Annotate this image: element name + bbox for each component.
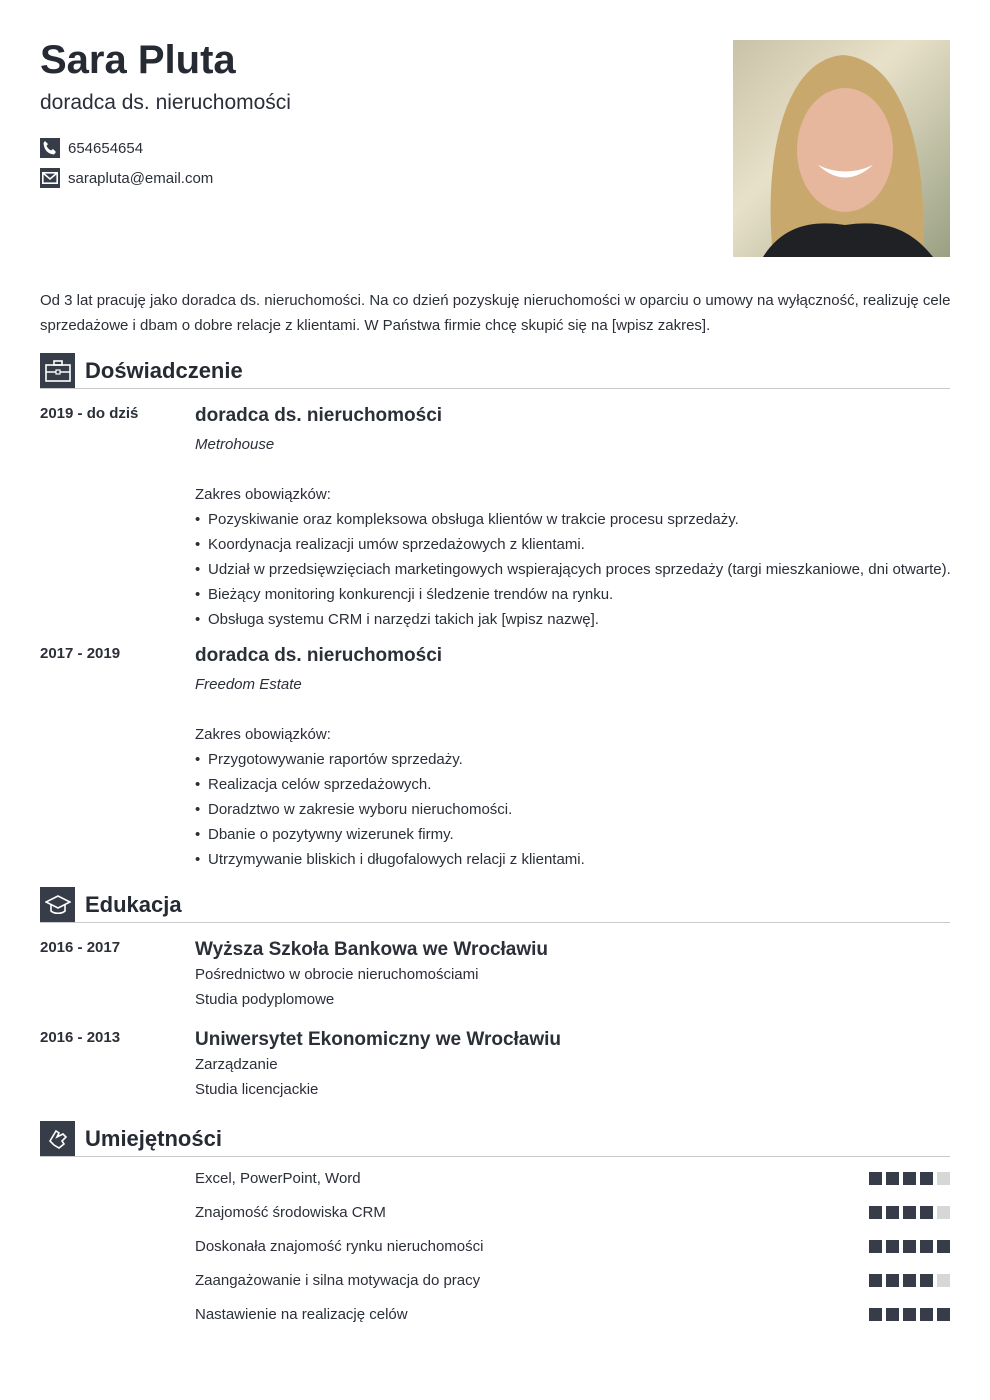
skill-rating	[869, 1172, 950, 1185]
rating-square	[903, 1274, 916, 1287]
rating-square	[886, 1172, 899, 1185]
profile-summary: Od 3 lat pracuję jako doradca ds. nieruchomości. Na co dzień pozyskuję nieruchomości w oparciu o umowy na wyłączność, realizuję cele sprzedażowe i dbam o dobre relacje z klientami. W Państwa firmie chcę skupić się na [wpisz zakres].	[40, 292, 951, 334]
experience-date: 2017 - 2019	[40, 645, 121, 662]
education-body	[195, 937, 960, 1012]
duty-item: • Pozyskiwanie oraz kompleksowa obsługa klientów w trakcie procesu sprzedaży.	[195, 507, 960, 532]
experience-section-header	[40, 353, 950, 389]
experience-heading: Doświadczenie	[85, 358, 243, 383]
skill-name: Znajomość środowiska CRM	[195, 1204, 386, 1221]
education-body	[195, 1027, 960, 1102]
rating-square	[920, 1172, 933, 1185]
skill-row	[195, 1272, 950, 1289]
rating-square	[903, 1308, 916, 1321]
rating-square	[937, 1206, 950, 1219]
duty-item: • Przygotowywanie raportów sprzedaży.	[195, 747, 960, 772]
education-date: 2016 - 2017	[40, 939, 121, 956]
rating-square	[937, 1308, 950, 1321]
rating-square	[869, 1172, 882, 1185]
degree: Studia podyplomowe	[195, 991, 335, 1008]
rating-square	[920, 1274, 933, 1287]
rating-square	[903, 1206, 916, 1219]
rating-square	[937, 1274, 950, 1287]
rating-square	[886, 1308, 899, 1321]
duty-item: • Realizacja celów sprzedażowych.	[195, 772, 960, 797]
job-title: doradca ds. nieruchomości	[195, 645, 443, 666]
duty-item: • Koordynacja realizacji umów sprzedażowych z klientami.	[195, 532, 960, 557]
briefcase-icon	[40, 353, 75, 388]
duties-label: Zakres obowiązków:	[195, 726, 331, 743]
duties-list	[195, 507, 960, 632]
skill-rating	[869, 1274, 950, 1287]
graduation-cap-icon	[40, 887, 75, 922]
rating-square	[869, 1206, 882, 1219]
skill-rating	[869, 1240, 950, 1253]
skill-row	[195, 1306, 950, 1323]
skills-heading: Umiejętności	[85, 1126, 222, 1151]
duty-item: • Udział w przedsięwzięciach marketingowych wspierających proces sprzedaży (targi mieszkaniowe, dni otwarte).	[195, 557, 960, 582]
candidate-name: Sara Pluta	[40, 38, 236, 82]
skill-row	[195, 1238, 950, 1255]
skill-rating	[869, 1206, 950, 1219]
school-name: Uniwersytet Ekonomiczny we Wrocławiu	[195, 1029, 562, 1050]
rating-square	[920, 1308, 933, 1321]
school-name: Wyższa Szkoła Bankowa we Wrocławiu	[195, 939, 549, 960]
rating-square	[937, 1240, 950, 1253]
duty-item: • Utrzymywanie bliskich i długofalowych relacji z klientami.	[195, 847, 960, 872]
rating-square	[886, 1240, 899, 1253]
skill-name: Excel, PowerPoint, Word	[195, 1170, 361, 1187]
skill-rating	[869, 1308, 950, 1321]
education-section-header	[40, 887, 950, 923]
duty-item: • Obsługa systemu CRM i narzędzi takich jak [wpisz nazwę].	[195, 607, 960, 632]
rating-square	[869, 1308, 882, 1321]
profile-photo	[733, 40, 950, 257]
education-heading: Edukacja	[85, 892, 182, 917]
rating-square	[920, 1240, 933, 1253]
rating-square	[886, 1274, 899, 1287]
experience-body	[195, 643, 960, 872]
job-title: doradca ds. nieruchomości	[195, 405, 443, 426]
phone-icon	[40, 138, 60, 158]
field-of-study: Zarządzanie	[195, 1056, 278, 1073]
rating-square	[903, 1240, 916, 1253]
duties-list	[195, 747, 960, 872]
skill-name: Nastawienie na realizację celów	[195, 1306, 408, 1323]
puzzle-hand-icon	[40, 1121, 75, 1156]
duty-item: • Doradztwo w zakresie wyboru nieruchomości.	[195, 797, 960, 822]
education-date: 2016 - 2013	[40, 1029, 121, 1046]
rating-square	[920, 1206, 933, 1219]
rating-square	[886, 1206, 899, 1219]
skill-row	[195, 1204, 950, 1221]
rating-square	[937, 1172, 950, 1185]
skills-section-header	[40, 1121, 950, 1157]
duty-item: • Bieżący monitoring konkurencji i śledzenie trendów na rynku.	[195, 582, 960, 607]
degree: Studia licencjackie	[195, 1081, 319, 1098]
field-of-study: Pośrednictwo w obrocie nieruchomościami	[195, 966, 479, 983]
email-contact	[40, 168, 213, 188]
candidate-title: doradca ds. nieruchomości	[40, 91, 291, 114]
skill-name: Zaangażowanie i silna motywacja do pracy	[195, 1272, 481, 1289]
phone-number: 654654654	[68, 139, 144, 157]
rating-square	[869, 1274, 882, 1287]
company-name: Freedom Estate	[195, 676, 302, 693]
duties-label: Zakres obowiązków:	[195, 486, 331, 503]
phone-contact	[40, 138, 143, 158]
mail-icon	[40, 168, 60, 188]
rating-square	[869, 1240, 882, 1253]
email-address: sarapluta@email.com	[68, 169, 214, 187]
experience-body	[195, 403, 960, 632]
rating-square	[903, 1172, 916, 1185]
duty-item: • Dbanie o pozytywny wizerunek firmy.	[195, 822, 960, 847]
skill-row	[195, 1170, 950, 1187]
skill-name: Doskonała znajomość rynku nieruchomości	[195, 1238, 484, 1255]
experience-date: 2019 - do dziś	[40, 405, 139, 422]
company-name: Metrohouse	[195, 436, 275, 453]
